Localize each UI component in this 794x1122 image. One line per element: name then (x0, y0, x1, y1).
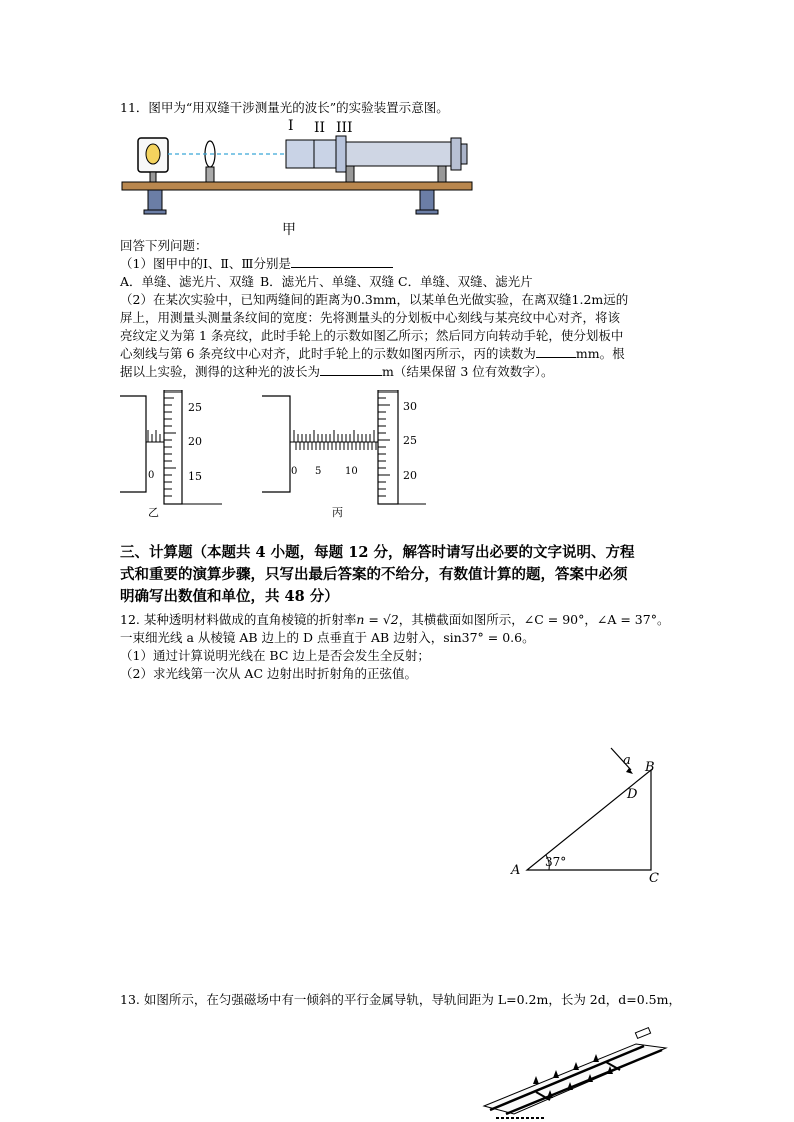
q11-title: 11．图甲为“用双缝干涉测量光的波长”的实验装置示意图。 (120, 100, 449, 115)
yi-scale-25: 25 (188, 401, 202, 414)
label-III: III (336, 120, 353, 136)
tube (346, 142, 451, 166)
angle-37: 37° (545, 855, 567, 869)
q12-part2: （2）求光线第一次从 AC 边射出时折射角的正弦值。 (120, 666, 417, 681)
bing-scale-30: 30 (403, 400, 417, 413)
q11-p2-line4-text: 心刻线与第 6 条亮纹中心对齐，此时手轮上的示数如图丙所示，丙的读数为 (120, 346, 536, 361)
bing-scale-20: 20 (403, 469, 417, 482)
prism-figure (505, 740, 670, 885)
option-a: A．单缝、滤光片、双缝 (120, 274, 255, 289)
answer-intro: 回答下列问题： (120, 238, 208, 253)
label-D: D (627, 787, 638, 802)
q11-p2-line4-unit: mm。根 (575, 346, 625, 361)
bing-main-5: 5 (315, 466, 322, 477)
bing-main-10: 10 (345, 466, 358, 477)
yi-scale-15: 15 (188, 470, 202, 483)
caption-jia: 甲 (282, 222, 296, 238)
q11-options (120, 273, 533, 291)
label-B: B (645, 760, 655, 775)
answer-blank-1[interactable] (291, 255, 393, 268)
component-II (314, 140, 336, 168)
eyepiece (461, 144, 467, 164)
bing-main-0: 0 (291, 466, 298, 477)
q12-line1-angles: ，其横截面如图所示，∠C = 90°，∠A = 37°。 (398, 612, 670, 627)
q11-part1-text: （1）图甲中的Ⅰ、Ⅱ、Ⅲ分别是 (120, 256, 291, 271)
optical-bench (122, 182, 472, 190)
answer-blank-2[interactable] (536, 345, 576, 358)
yi-scale-20: 20 (188, 435, 202, 448)
refractive-index-expr: n = √2 (356, 612, 399, 627)
caption-yi: 乙 (148, 506, 159, 519)
rail-figure (476, 1014, 676, 1122)
q12-line2: 一束细光线 a 从棱镜 AB 边上的 D 点垂直于 AB 边射入，sin37° = 0.6。 (120, 630, 535, 645)
q12-part1: （1）通过计算说明光线在 BC 边上是否会发生全反射； (120, 648, 430, 663)
section3-line3: 明确写出数值和单位，共 48 分） (120, 588, 339, 605)
section3-line2: 式和重要的演算步骤，只写出最后答案的不给分，有数值计算的题，答案中必须 (120, 566, 628, 583)
micrometer-yi (118, 390, 228, 520)
q11-p2-line5-text: 据以上实验，测得的这种光的波长为 (120, 364, 321, 379)
label-A: A (511, 863, 521, 878)
bulb-icon (146, 144, 160, 164)
option-c: C．单缝、双缝、滤光片 (398, 274, 533, 289)
micrometer-bing (260, 390, 430, 520)
apparatus-figure (118, 116, 478, 240)
yi-main-0: 0 (148, 470, 155, 481)
q12-line1-text: 12. 某种透明材料做成的直角棱镜的折射率 (120, 612, 357, 627)
q12-line1 (120, 611, 669, 629)
label-C: C (649, 871, 659, 885)
q11-part1 (120, 255, 393, 273)
ray-arrow-icon (626, 768, 633, 774)
option-b: B．滤光片、单缝、双缝 (260, 274, 395, 289)
q11-p2-line5 (120, 363, 554, 381)
q13-line1: 13. 如图所示，在匀强磁场中有一倾斜的平行金属导轨，导轨间距为 L=0.2m，长为 2d，d=0.5m， (120, 992, 681, 1007)
q11-p2-line4 (120, 345, 625, 363)
label-I: I (288, 118, 294, 134)
label-a: a (623, 753, 631, 768)
component-I (286, 140, 314, 168)
answer-blank-3[interactable] (320, 363, 382, 376)
resistor (635, 1028, 650, 1039)
section3-line1: 三、计算题（本题共 4 小题，每题 12 分，解答时请写出必要的文字说明、方程 (120, 544, 635, 561)
caption-bing: 丙 (332, 506, 343, 519)
q11-p2-line2: 屏上，用测量头测量条纹间的宽度：先将测量头的分划板中心刻线与某亮纹中心对齐，将该 (120, 310, 621, 325)
component-III (336, 136, 346, 172)
bing-scale-25: 25 (403, 434, 417, 447)
q11-p2-line5-unit: m（结果保留 3 位有效数字）。 (382, 364, 554, 379)
q11-p2-line1: （2）在某次实验中，已知两缝间的距离为0.3mm，以某单色光做实验，在离双缝1.2m远的 (120, 292, 629, 307)
label-II: II (314, 120, 326, 136)
q11-p2-line3: 亮纹定义为第 1 条亮纹，此时手轮上的示数如图乙所示；然后同方向转动手轮，使分划板中 (120, 328, 624, 343)
